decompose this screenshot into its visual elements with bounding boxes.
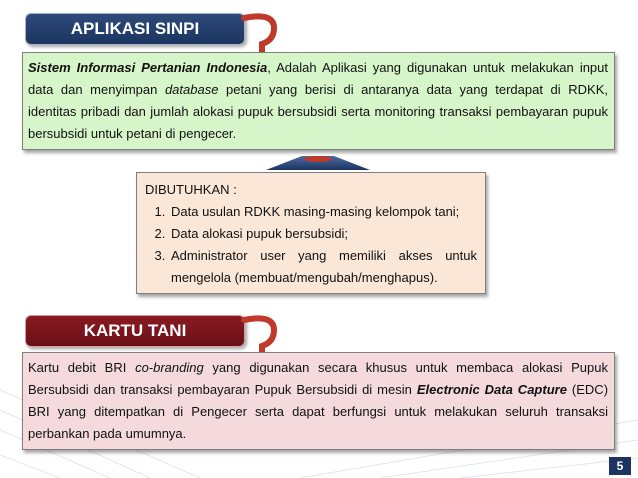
kartu-text-part-a: Kartu debit BRI (28, 360, 136, 375)
section-tab-label: APLIKASI SINPI (70, 19, 200, 38)
requirement-item: 2. Data alokasi pupuk bersubsidi; (169, 223, 477, 245)
kartu-text-part-c: (EDC) BRI yang ditempatkan di Pengecer serta dapat berfungsi untuk melakukan seluruh transaksi perbankan pada umumnya. (28, 382, 609, 441)
requirement-item: 1. Data usulan RDKK masing-masing kelompok tani; (169, 201, 477, 223)
kartu-text-part-b: yang digunakan secara khusus untuk membaca alokasi Pupuk Bersubsidi dan transaksi pembayaran Pupuk Bersubsidi di mesin (28, 360, 608, 397)
sinpi-text-part-b: petani yang berisi di antaranya data yang terdapat di RDKK, identitas pribadi dan jumlah alokasi pupuk bersubsidi serta monitoring transaksi pembayaran pupuk bersubsidi untuk petani di pengecer. (28, 82, 608, 141)
sinpi-lead-term: Sistem Informasi Pertanian Indonesia (28, 60, 268, 75)
requirements-list (145, 201, 477, 289)
page-number-badge (609, 457, 631, 475)
requirements-box (136, 172, 486, 294)
section-tab-kartu-tani (25, 315, 245, 347)
sinpi-term-database: database (164, 82, 219, 97)
page-number: 5 (616, 459, 624, 473)
section-tab-aplikasi-sinpi (25, 13, 245, 45)
requirement-item: 3. Administrator user yang memiliki akses untuk mengelola (membuat/mengubah/menghapus). (169, 245, 477, 289)
kartu-term-edc: Electronic Data Capture (416, 382, 567, 397)
hook-arrow-icon (240, 10, 282, 56)
section-tab-label: KARTU TANI (83, 321, 187, 340)
up-arrow-connector-icon (262, 150, 374, 172)
requirements-title: DIBUTUHKAN : (145, 182, 237, 197)
sinpi-description-box (22, 52, 615, 150)
sinpi-text-part-a: , Adalah Aplikasi yang digunakan untuk melakukan input data dan menyimpan (28, 60, 609, 97)
kartu-term-cobranding: co-branding (135, 360, 204, 375)
kartu-tani-description-box (22, 352, 615, 450)
